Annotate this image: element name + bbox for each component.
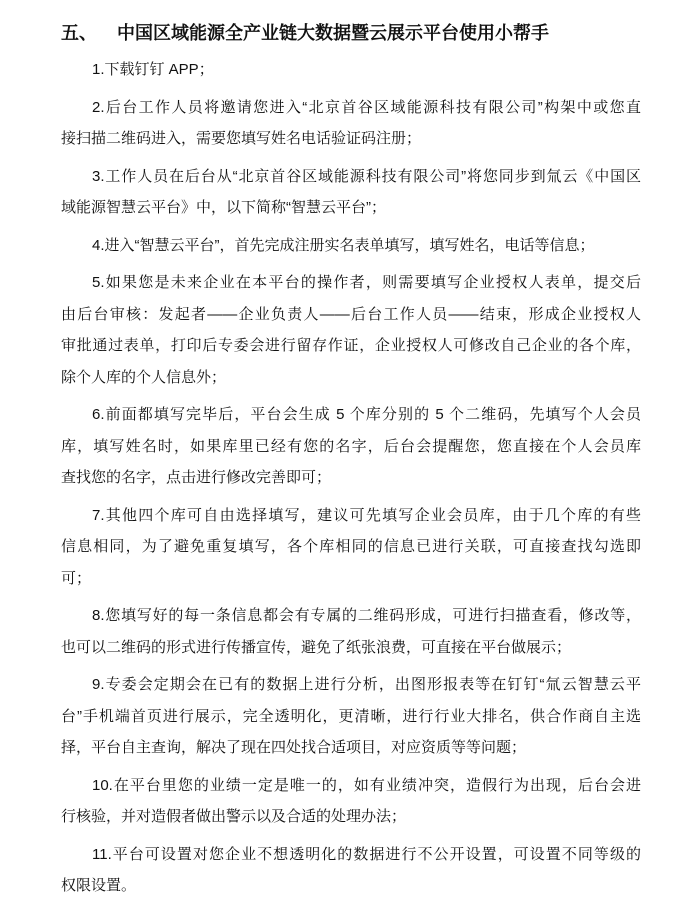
paragraph-line: 4.进入“智慧云平台”，首先完成注册实名表单填写，填写姓名，电话等信息； (92, 236, 595, 254)
paragraph-line: 11.平台可设置对您企业不想透明化的数据进行不公开设置，可设置不同等级的 (92, 845, 641, 863)
paragraph-item (61, 399, 641, 494)
paragraph-item (61, 600, 641, 663)
section-title: 中国区域能源全产业链大数据暨云展示平台使用小帮手 (117, 23, 549, 43)
paragraph-line: 7.其他四个库可自由选择填写，建议可先填写企业会员库，由于几个库的有些 (92, 506, 641, 524)
paragraph-item (61, 230, 641, 262)
paragraph-item (61, 770, 641, 833)
paragraph-line: 域能源智慧云平台》中，以下简称“智慧云平台”； (61, 199, 386, 216)
paragraph-item (61, 267, 641, 393)
paragraph-line: 5.如果您是未来企业在本平台的操作者，则需要填写企业授权人表单，提交后 (92, 274, 641, 291)
section-number: 五、 (61, 23, 97, 43)
paragraph-line: 也可以二维码的形式进行传播宣传，避免了纸张浪费，可直接在平台做展示； (61, 638, 572, 656)
paragraph-line: 库，填写姓名时，如果库里已经有您的名字，后台会提醒您，您直接在个人会员库 (61, 437, 641, 455)
paragraph-item (61, 839, 641, 902)
paragraph-line: 台”手机端首页进行展示，完全透明化，更清晰，进行行业大排名，供合作商自主选 (61, 707, 641, 725)
paragraph-line: 除个人库的个人信息外； (61, 368, 227, 386)
paragraph-line: 1.下载钉钉 APP； (92, 61, 214, 78)
paragraph-line: 权限设置。 (61, 877, 137, 894)
paragraph-line: 9.专委会定期会在已有的数据上进行分析，出图形报表等在钉钉“氚云智慧云平 (92, 676, 641, 693)
paragraph-line: 6.前面都填写完毕后，平台会生成 5 个库分别的 5 个二维码，先填写个人会员 (92, 406, 641, 423)
paragraph-line: 行核验，并对造假者做出警示以及合适的处理办法； (61, 808, 407, 825)
section-heading (61, 18, 641, 48)
paragraph-line: 可； (61, 569, 92, 587)
paragraph-line: 审批通过表单，打印后专委会进行留存作证，企业授权人可修改自己企业的各个库， (61, 337, 641, 354)
paragraph-line: 由后台审核：发起者——企业负责人——后台工作人员——结束，形成企业授权人 (61, 305, 641, 323)
paragraph-item (61, 54, 641, 86)
paragraph-line: 10.在平台里您的业绩一定是唯一的，如有业绩冲突，造假行为出现，后台会进 (92, 776, 641, 794)
paragraph-line: 接扫描二维码进入，需要您填写姓名电话验证码注册； (61, 130, 422, 147)
paragraph-line: 2.后台工作人员将邀请您进入“北京首谷区域能源科技有限公司”构架中或您直 (92, 98, 641, 116)
paragraph-item (61, 500, 641, 595)
paragraph-item (61, 161, 641, 224)
paragraph-list (61, 54, 641, 902)
paragraph-line: 3.工作人员在后台从“北京首谷区域能源科技有限公司”将您同步到氚云《中国区 (92, 167, 641, 185)
paragraph-line: 信息相同，为了避免重复填写，各个库相同的信息已进行关联，可直接查找勾选即 (61, 538, 641, 555)
paragraph-line: 8.您填写好的每一条信息都会有专属的二维码形成，可进行扫描查看，修改等， (92, 607, 641, 624)
paragraph-item (61, 669, 641, 764)
paragraph-line: 查找您的名字，点击进行修改完善即可； (61, 469, 332, 486)
document (61, 18, 641, 902)
paragraph-item (61, 92, 641, 155)
paragraph-line: 择，平台自主查询，解决了现在四处找合适项目，对应资质等等问题； (61, 739, 527, 756)
